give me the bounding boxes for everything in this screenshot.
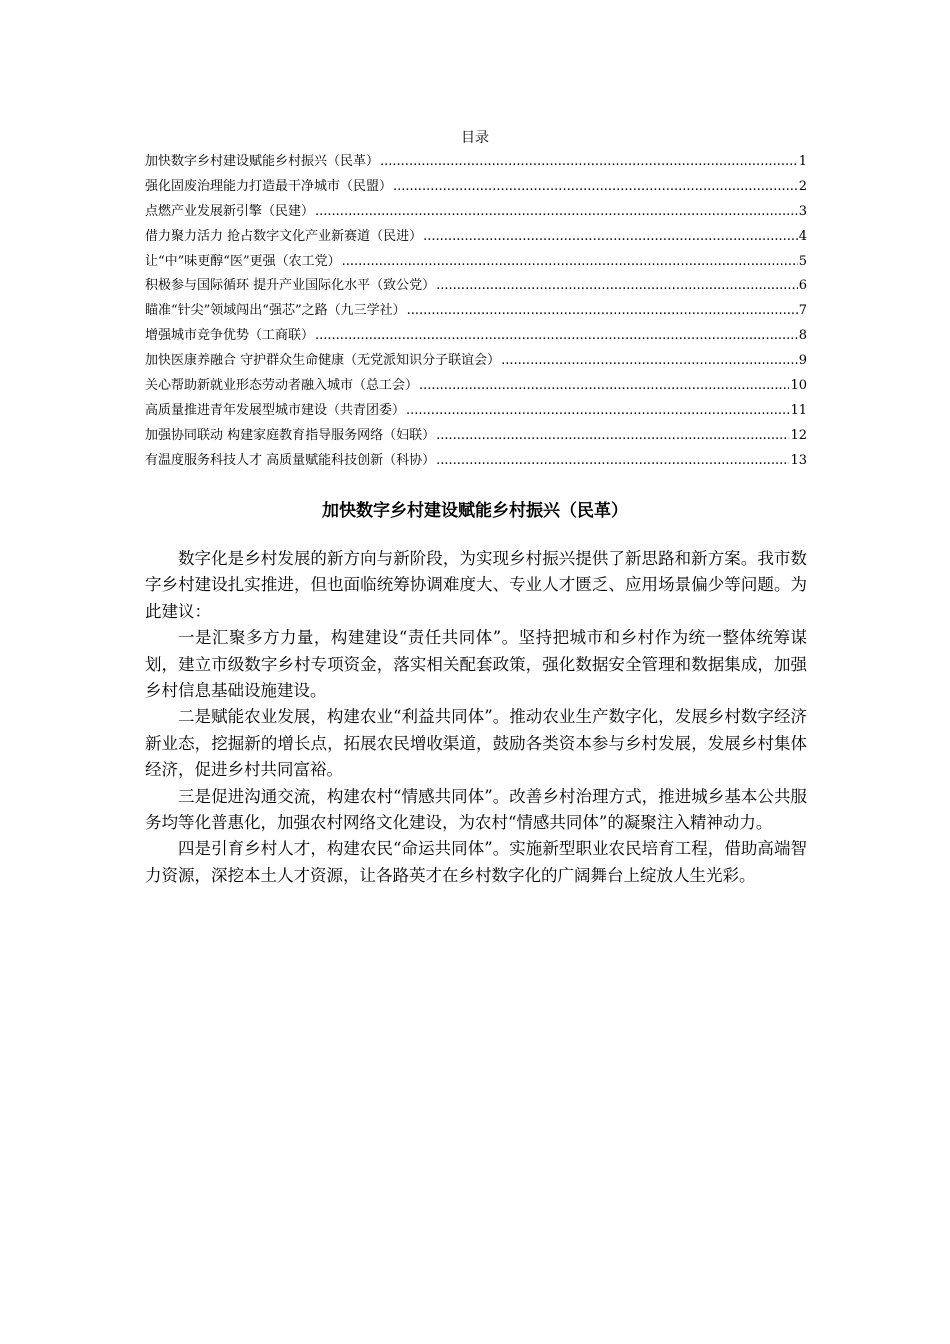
toc-leader-dots: [315, 202, 798, 222]
toc-leader-dots: [380, 152, 798, 172]
toc-entry[interactable]: [145, 426, 807, 451]
toc-entry-label: 让“中”味更醇“医”更强（农工党）: [145, 253, 341, 269]
toc-entry-page: 8: [798, 328, 807, 344]
toc-entry-label: 增强城市竞争优势（工商联）: [145, 328, 315, 344]
toc-entry-page: 5: [798, 253, 807, 269]
toc-leader-dots: [393, 177, 798, 197]
toc-leader-dots: [407, 301, 798, 321]
toc-entry-page: 13: [790, 452, 807, 468]
toc-entry[interactable]: [145, 252, 807, 277]
toc-entry-label: 高质量推进青年发展型城市建设（共青团委）: [145, 402, 406, 418]
toc-entry-page: 9: [798, 353, 807, 369]
toc-entry[interactable]: [145, 177, 807, 202]
toc-entry-label: 加快数字乡村建设赋能乡村振兴（民革）: [145, 154, 380, 169]
table-of-contents: [145, 152, 807, 476]
toc-entry-page: 1: [798, 154, 807, 169]
toc-entry-label: 瞄准“针尖”领域闯出“强芯”之路（九三学社）: [145, 303, 406, 319]
toc-entry-label: 借力聚力活力 抢占数字文化产业新赛道（民进）: [145, 228, 423, 244]
toc-entry[interactable]: [145, 351, 807, 376]
toc-entry-page: 4: [798, 228, 807, 244]
toc-entry-page: 11: [790, 402, 807, 418]
toc-entry-page: 2: [798, 178, 807, 194]
toc-leader-dots: [406, 401, 789, 421]
toc-entry[interactable]: [145, 301, 807, 326]
toc-leader-dots: [423, 227, 798, 247]
toc-entry[interactable]: [145, 227, 807, 252]
toc-leader-dots: [315, 326, 798, 346]
toc-leader-dots: [501, 351, 798, 371]
toc-entry[interactable]: [145, 276, 807, 301]
toc-entry[interactable]: [145, 326, 807, 351]
body-paragraph: 四是引育乡村人才，构建农民“命运共同体”。实施新型职业农民培育工程，借助高端智力资源，深挖本土人才资源，让各路英才在乡村数字化的广阔舞台上绽放人生光彩。: [145, 839, 807, 885]
body-paragraph: 三是促进沟通交流，构建农村“情感共同体”。改善乡村治理方式，推进城乡基本公共服务均等化普惠化，加强农村网络文化建设，为农村“情感共同体”的凝聚注入精神动力。: [145, 786, 807, 833]
toc-entry[interactable]: [145, 451, 807, 476]
body-paragraph: 一是汇聚多方力量，构建建设“责任共同体”。坚持把城市和乡村作为统一整体统筹谋划，建立市级数字乡村专项资金，落实相关配套政策，强化数据安全管理和数据集成，加强乡村信息基础设施建设。: [145, 628, 807, 701]
toc-entry-page: 10: [790, 378, 807, 394]
toc-title: 目录: [461, 130, 489, 146]
toc-leader-dots: [342, 252, 798, 272]
section-body: [145, 546, 807, 889]
toc-entry-page: 3: [798, 203, 807, 219]
toc-entry[interactable]: [145, 376, 807, 401]
body-paragraph: 二是赋能农业发展，构建农业“利益共同体”。推动农业生产数字化，发展乡村数字经济新业态，挖掘新的增长点，拓展农民增收渠道，鼓励各类资本参与乡村发展，发展乡村集体经济，促进乡村共同富裕。: [145, 707, 807, 780]
toc-entry[interactable]: [145, 401, 807, 426]
toc-entry-label: 强化固废治理能力打造最干净城市（民盟）: [145, 178, 393, 194]
toc-leader-dots: [436, 451, 789, 471]
section-heading: 加快数字乡村建设赋能乡村振兴（民革）: [322, 501, 628, 521]
toc-entry-label: 关心帮助新就业形态劳动者融入城市（总工会）: [145, 378, 419, 394]
toc-entry-label: 加快医康养融合 守护群众生命健康（无党派知识分子联谊会）: [145, 353, 501, 369]
toc-entry-page: 12: [790, 427, 807, 443]
toc-entry-label: 积极参与国际循环 提升产业国际化水平（致公党）: [145, 278, 436, 294]
toc-leader-dots: [436, 426, 789, 446]
toc-entry-label: 加强协同联动 构建家庭教育指导服务网络（妇联）: [145, 427, 436, 443]
toc-entry-label: 点燃产业发展新引擎（民建）: [145, 203, 315, 219]
toc-entry-label: 有温度服务科技人才 高质量赋能科技创新（科协）: [145, 452, 436, 468]
body-paragraph: 数字化是乡村发展的新方向与新阶段，为实现乡村振兴提供了新思路和新方案。我市数字乡村建设扎实推进，但也面临统筹协调难度大、专业人才匮乏、应用场景偏少等问题。为此建议：: [145, 549, 807, 621]
toc-leader-dots: [419, 376, 789, 396]
toc-leader-dots: [436, 276, 798, 296]
toc-entry-page: 6: [798, 278, 807, 294]
toc-entry-page: 7: [798, 303, 807, 319]
toc-entry[interactable]: [145, 202, 807, 227]
toc-entry[interactable]: [145, 152, 807, 177]
